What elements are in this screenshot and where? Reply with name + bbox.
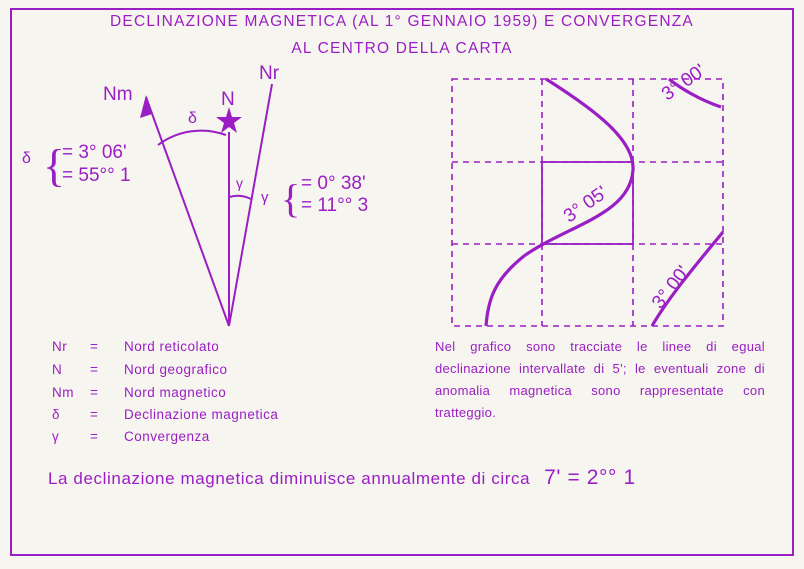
title-line-2: AL CENTRO DELLA CARTA	[291, 40, 513, 57]
legend-text: Nord geografico	[124, 362, 228, 377]
legend-text: Nord magnetico	[124, 385, 227, 400]
legend-eq: =	[90, 362, 99, 377]
legend-eq: =	[90, 339, 99, 354]
n-label: N	[221, 89, 235, 110]
legend-row	[52, 429, 210, 444]
footer-value: 7' = 2°° 1	[544, 466, 636, 489]
footer-text: La declinazione magnetica diminuisce annualmente di circa	[48, 469, 531, 488]
delta-brace: {	[43, 140, 66, 191]
legend-symbol: δ	[52, 407, 61, 422]
legend-row	[52, 339, 219, 354]
legend-text: Declinazione magnetica	[124, 407, 279, 422]
delta-value-2: = 55°° 1	[62, 165, 131, 186]
legend-text: Nord reticolato	[124, 339, 220, 354]
legend-eq: =	[90, 385, 99, 400]
legend-eq: =	[90, 407, 99, 422]
delta-value-1: = 3° 06'	[62, 142, 127, 163]
isogonic-label-bottom: 3° 00'	[648, 262, 695, 313]
legend-symbol: N	[52, 362, 63, 377]
legend-symbol: γ	[52, 429, 60, 444]
legend-text: Convergenza	[124, 429, 210, 444]
title-line-1: DECLINAZIONE MAGNETICA (AL 1° GENNAIO 1959) E CONVERGENZA	[110, 13, 694, 30]
nm-label: Nm	[103, 84, 133, 105]
delta-arc	[158, 131, 226, 145]
delta-angle-label: δ	[188, 110, 197, 127]
nr-label: Nr	[259, 63, 280, 84]
legend-row	[52, 407, 278, 422]
legend-eq: =	[90, 429, 99, 444]
chart-note: Nel grafico sono tracciate le linee di egual declinazione intervallate di 5'; le eventuali zone di anomalia magnetica sono rappresentate con tratteggio.	[435, 339, 765, 420]
gamma-angle-label: γ	[236, 175, 243, 191]
legend-symbol: Nr	[52, 339, 68, 354]
isogonic-label-center: 3° 05'	[560, 182, 612, 228]
gamma-value-1: = 0° 38'	[301, 173, 366, 194]
gamma-value-2: = 11°° 3	[301, 195, 369, 216]
gamma-brace: {	[281, 176, 301, 221]
legend-row	[52, 362, 228, 377]
delta-symbol: δ	[22, 150, 31, 167]
legend-symbol: Nm	[52, 385, 74, 400]
legend-row	[52, 385, 226, 400]
isogonic-label-top: 3° 00'	[658, 60, 710, 106]
gamma-arc	[229, 196, 251, 199]
footer-line	[48, 466, 636, 490]
isogonic-line-305	[486, 79, 633, 326]
gamma-symbol: γ	[261, 189, 269, 206]
